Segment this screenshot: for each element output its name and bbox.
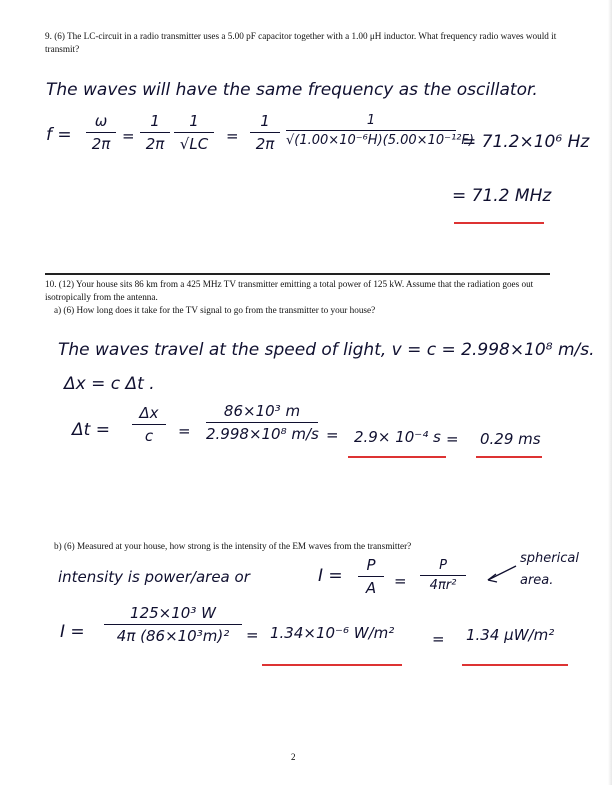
sqrt-lc: √LC [174, 132, 214, 153]
underline [462, 664, 568, 666]
eq-sign: = [326, 426, 339, 444]
eq-sign: = [246, 626, 259, 644]
arrow-icon [482, 562, 518, 586]
side-note: spherical area. [520, 551, 579, 588]
q10a-line1: The waves travel at the speed of light, v = c = 2.998×10⁸ m/s. [58, 340, 595, 360]
one: 1 [366, 113, 376, 128]
q9-frac-sqrt-expr [286, 113, 474, 148]
q9-prompt: 9. (6) The LC-circuit in a radio transmitter uses a 5.00 pF capacitor together with a 1.00 μH inductor. What frequency radio waves would it transmit? [45, 31, 557, 54]
frac-dx-c [132, 404, 166, 445]
scan-edge [608, 0, 612, 785]
q9-answer-intro: The waves will have the same frequency as the oscillator. [46, 80, 538, 100]
omega-symbol: ω [94, 112, 108, 130]
two-pi: 2π [86, 132, 116, 153]
four-pi-r2: 4πr² [420, 575, 466, 593]
eq-sign: = [394, 572, 407, 590]
area-expr: 4π (86×10³m)² [104, 624, 242, 645]
one: 1 [150, 112, 160, 130]
power-value: 125×10³ W [130, 604, 216, 622]
distance: 86×10³ m [223, 402, 301, 420]
q10a-result-ms: 0.29 ms [480, 430, 541, 448]
q10b-result-uw: 1.34 μW/m² [466, 626, 555, 644]
two-pi: 2π [140, 132, 170, 153]
divider [45, 273, 550, 275]
I-eq: I = [318, 566, 343, 586]
two-pi: 2π [250, 132, 280, 153]
eq-sign: = [178, 422, 191, 440]
eq-sign: = [446, 430, 459, 448]
one: 1 [189, 112, 199, 130]
q9-frac-one-2pi-b [250, 112, 280, 153]
eq-sign: = [432, 630, 445, 648]
speed: 2.998×10⁸ m/s [206, 422, 318, 443]
q10a-line2: Δx = c Δt . [64, 374, 155, 394]
sqrt-expression: √(1.00×10⁻⁶H)(5.00×10⁻¹²F) [286, 130, 456, 148]
eq-sign: = [122, 127, 135, 145]
frac-p-a [358, 556, 384, 597]
underline [454, 222, 544, 224]
frac-intensity [104, 604, 242, 645]
P: P [366, 556, 376, 574]
eq-sign: = [226, 127, 239, 145]
A: A [358, 576, 384, 597]
q10b-line1: intensity is power/area or [58, 568, 250, 586]
c: c [132, 424, 166, 445]
page-number: 2 [291, 752, 296, 762]
P: P [439, 558, 447, 573]
dx: Δx [139, 404, 159, 422]
I-label-2: I = [60, 622, 85, 642]
q9-result-mhz: = 71.2 MHz [452, 186, 552, 206]
q9-frac-omega [86, 112, 116, 153]
one: 1 [260, 112, 270, 130]
q9-f-label: f = [46, 125, 72, 145]
underline [348, 456, 446, 458]
underline [476, 456, 542, 458]
q10-prompt: 10. (12) Your house sits 86 km from a 425 MHz TV transmitter emitting a total power of 125 kW. Assume that the radiation goes out isotropically from the antenna. [45, 279, 534, 302]
q9-frac-sqrtlc [174, 112, 214, 153]
underline [262, 664, 402, 666]
dt-label: Δt = [72, 420, 110, 440]
q10b-prompt: b) (6) Measured at your house, how strong is the intensity of the EM waves from the transmitter? [54, 541, 412, 551]
q10b-result-w: 1.34×10⁻⁶ W/m² [270, 624, 395, 642]
q10a-prompt: a) (6) How long does it take for the TV signal to go from the transmitter to your house? [54, 305, 376, 315]
q9-frac-one-2pi [140, 112, 170, 153]
q10a-result-s: 2.9× 10⁻⁴ s [354, 428, 441, 446]
frac-dist-speed [206, 402, 318, 443]
frac-p-4pir2 [420, 558, 466, 593]
q9-result-hz: = 71.2×10⁶ Hz [462, 132, 590, 152]
